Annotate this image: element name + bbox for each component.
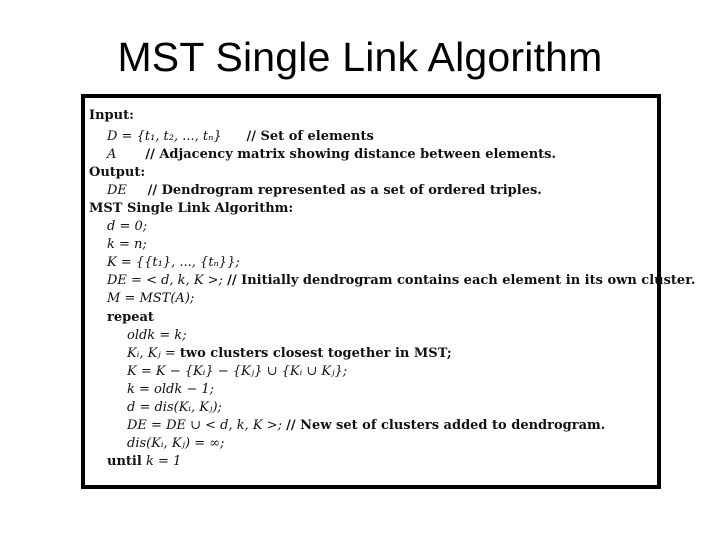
input-a-def: A [107,147,117,162]
slide-title: MST Single Link Algorithm [117,34,603,80]
loop-merge: K = K − {Kᵢ} − {Kⱼ} ∪ {Kᵢ ∪ Kⱼ}; [127,364,348,379]
step-d-init: d = 0; [107,219,148,234]
input-d-def: D = {t₁, t₂, ..., tₙ} [107,129,222,144]
loop-distance: d = dis(Kᵢ, Kⱼ); [127,400,222,415]
repeat-keyword: repeat [107,310,154,325]
until-line [107,454,181,470]
input-d-comment: // Set of elements [246,129,374,144]
input-d-line [107,129,374,145]
output-de-comment: // Dendrogram represented as a set of ordered triples. [147,183,542,198]
until-condition: k = 1 [145,454,182,469]
loop-oldk: oldk = k; [127,328,187,343]
output-de-def: DE [107,183,127,198]
loop-de-update-comment: // New set of clusters added to dendrogram. [286,418,606,433]
loop-de-update: DE = DE ∪ < d, k, K >; [127,418,283,433]
step-K-init: K = {{t₁}, ..., {tₙ}}; [107,255,240,270]
step-mst: M = MST(A); [107,291,195,306]
loop-closest-vars: Kᵢ, Kⱼ = [127,346,176,361]
input-a-line [107,147,556,163]
algorithm-label: MST Single Link Algorithm: [89,201,294,216]
step-de-init-comment: // Initially dendrogram contains each element in its own cluster. [227,273,696,288]
loop-de-update-line [127,418,605,434]
input-a-comment: // Adjacency matrix showing distance between elements. [145,147,556,162]
loop-closest-line [127,346,452,362]
output-label: Output: [89,165,146,180]
step-de-init-line [107,273,695,289]
step-k-init: k = n; [107,237,147,252]
loop-dis-infinity: dis(Kᵢ, Kⱼ) = ∞; [127,436,225,451]
loop-k-decrement: k = oldk − 1; [127,382,215,397]
until-keyword: until [107,454,142,469]
output-de-line [107,183,542,199]
loop-closest-text: two clusters closest together in MST; [179,346,452,361]
input-label: Input: [89,108,134,123]
step-de-init: DE = < d, k, K >; [107,273,223,288]
algorithm-box [81,94,696,489]
